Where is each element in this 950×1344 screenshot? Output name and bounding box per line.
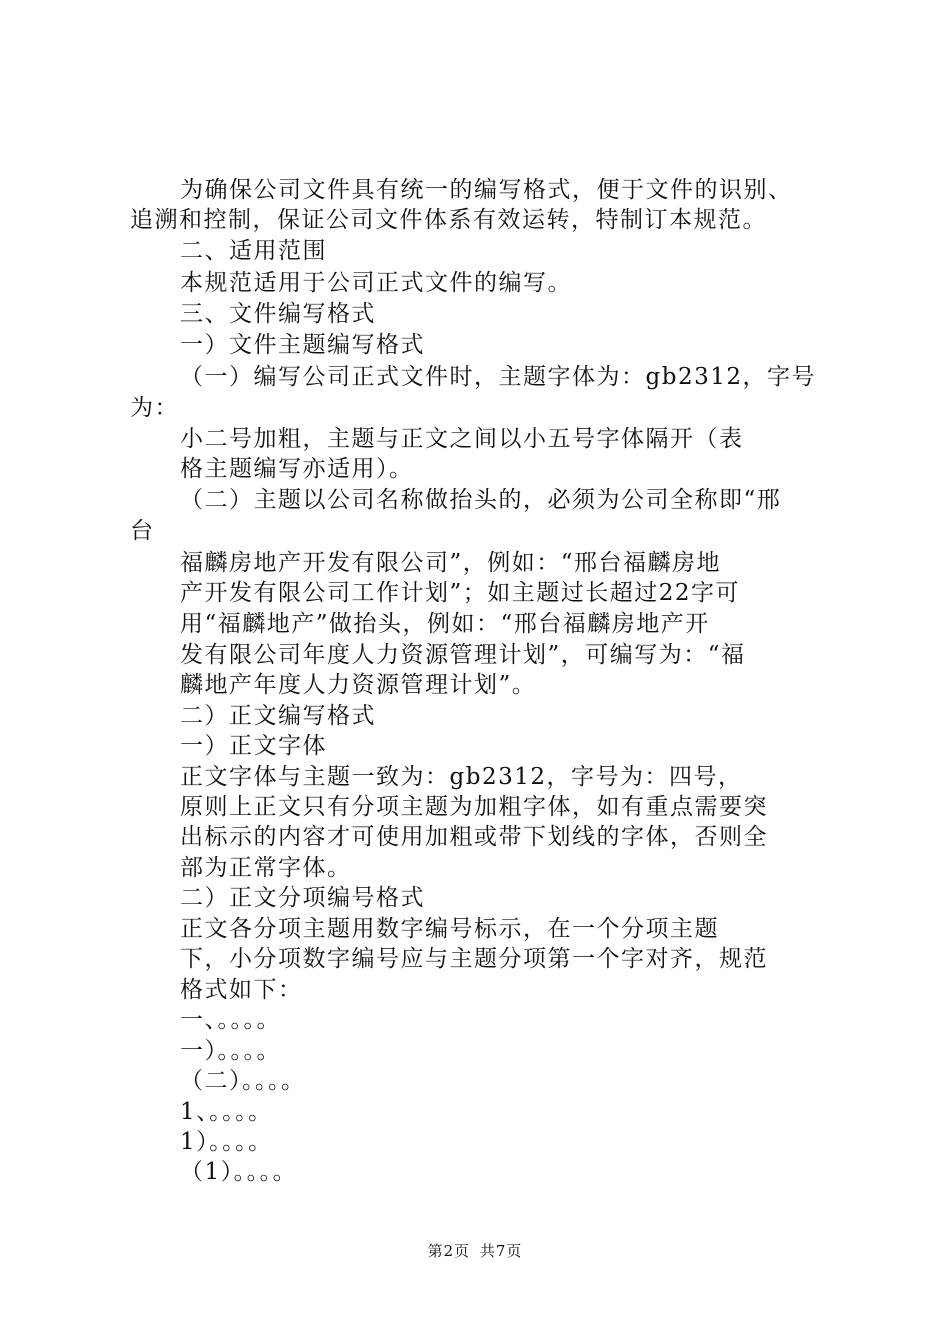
paragraph-line: 正文字体与主题一致为：gb2312，字号为：四号， [180,764,743,790]
paragraph-line: 部为正常字体。 [180,855,352,881]
paragraph-line: 为： [130,395,179,421]
paragraph-line: 产开发有限公司工作计划”；如主题过长超过22字可 [180,580,741,606]
paragraph-line: 追溯和控制，保证公司文件体系有效运转，特制订本规范。 [130,207,767,233]
paragraph-line: 麟地产年度人力资源管理计划”。 [180,672,537,698]
page-total: 共7页 [479,1242,523,1260]
paragraph-line: 正文各分项主题用数字编号标示，在一个分项主题 [180,916,719,942]
list-item: （1）。。。。 [180,1159,298,1185]
subsection-heading: 一）文件主题编写格式 [180,332,425,358]
section-heading: 二、适用范围 [180,238,327,264]
list-item: 1）。。。。 [180,1129,273,1155]
paragraph-line: 格主题编写亦适用）。 [180,456,414,482]
subsection-heading: 一）正文字体 [180,733,327,759]
paragraph-line: 本规范适用于公司正式文件的编写。 [180,270,572,296]
page-number: 第2页 [427,1242,471,1260]
paragraph-line: 出标示的内容才可使用加粗或带下划线的字体，否则全 [180,824,768,850]
paragraph-line: 发有限公司年度人力资源管理计划”，可编写为：“福 [180,642,746,668]
paragraph-line: 原则上正文只有分项主题为加粗字体，如有重点需要突 [180,794,768,820]
paragraph-line: 为确保公司文件具有统一的编写格式，便于文件的识别、 [180,177,793,203]
page-footer [0,1241,950,1261]
list-item: （二）。。。。 [180,1068,306,1094]
paragraph-line: （二）主题以公司名称做抬头的，必须为公司全称即“邢 [180,487,782,513]
paragraph-line: 用“福麟地产”做抬头，例如：“邢台福麟房地产开 [180,611,710,637]
paragraph-line: 台 [130,518,155,544]
list-item: 一）。。。。 [180,1038,281,1064]
subsection-heading: 二）正文分项编号格式 [180,885,425,911]
paragraph-line: 小二号加粗，主题与正文之间以小五号字体隔开（表 [180,426,744,452]
list-item: 一、。。。。 [180,1007,281,1033]
subsection-heading: 二）正文编写格式 [180,703,376,729]
paragraph-line: 福麟房地产开发有限公司”，例如：“邢台福麟房地 [180,550,722,576]
paragraph-line: 格式如下： [180,977,303,1003]
section-heading: 三、文件编写格式 [180,301,376,327]
paragraph-line: （一）编写公司正式文件时，主题字体为：gb2312，字号 [180,364,816,390]
list-item: 1、。。。。 [180,1099,273,1125]
paragraph-line: 下，小分项数字编号应与主题分项第一个字对齐，规范 [180,946,768,972]
